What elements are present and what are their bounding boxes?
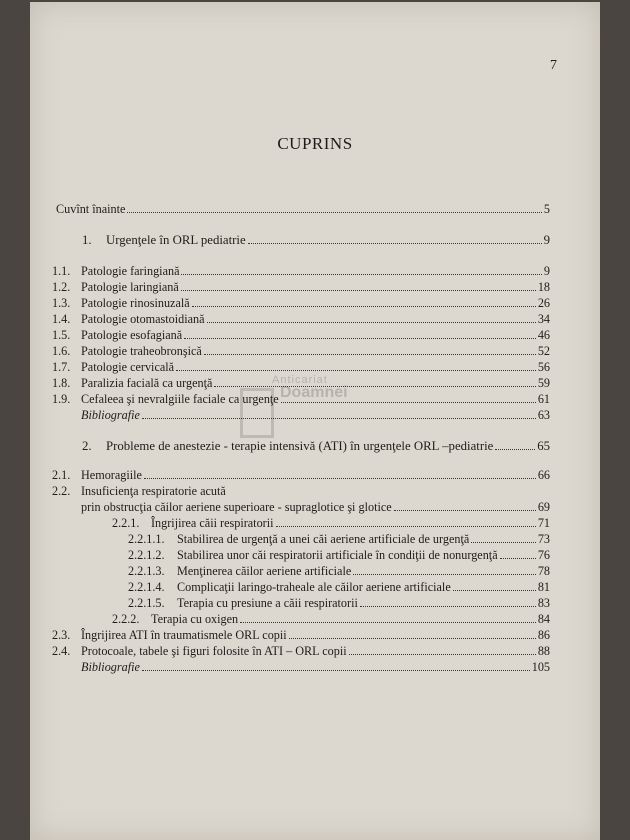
toc-entry-title: Îngrijirea ATI în traumatismele ORL copii <box>81 628 287 642</box>
toc-entry-title: Paralizia facială ca urgenţă <box>81 376 213 390</box>
toc-entry <box>56 202 550 216</box>
watermark-text-top: Anticariat <box>272 374 328 386</box>
toc-entry-number: 2.2.1.3. <box>128 564 165 578</box>
toc-leader-dots <box>495 449 535 450</box>
toc-entry-number: 2.2. <box>52 484 71 498</box>
toc-entry-page: 18 <box>537 280 550 294</box>
toc-entry-page: 66 <box>537 468 550 482</box>
toc-entry-number: 2.2.1. <box>112 516 140 530</box>
toc-entry-number: 2.2.1.5. <box>128 596 165 610</box>
toc-entry-title: Patologie rinosinuzală <box>81 296 190 310</box>
toc-entry-page: 46 <box>537 328 550 342</box>
toc-leader-dots <box>127 212 542 213</box>
page-number: 7 <box>550 58 557 73</box>
toc-entry-page: 69 <box>537 500 550 514</box>
toc-leader-dots <box>192 306 536 307</box>
toc-leader-dots <box>181 290 536 291</box>
toc-leader-dots <box>204 354 536 355</box>
toc-entry <box>52 296 550 310</box>
toc-entry-title: Patologie otomastoidiană <box>81 312 205 326</box>
toc-entry <box>81 660 550 674</box>
toc-entry-number: 2. <box>82 439 92 453</box>
toc-entry-title: Terapia cu oxigen <box>151 612 239 626</box>
toc-entry <box>52 644 550 658</box>
toc-entry-title: Patologie cervicală <box>81 360 175 374</box>
toc-entry <box>81 408 550 422</box>
toc-entry-title: Urgenţele în ORL pediatrie <box>106 233 246 247</box>
toc-entry-page: 83 <box>537 596 550 610</box>
toc-entry-number: 1.9. <box>52 392 71 406</box>
toc-entry-page: 52 <box>537 344 550 358</box>
toc-entry-number: 1.3. <box>52 296 71 310</box>
book-page <box>30 2 600 840</box>
toc-leader-dots <box>248 243 542 244</box>
toc-entry <box>52 264 550 278</box>
toc-leader-dots <box>281 402 536 403</box>
toc-entry-number: 1.8. <box>52 376 71 390</box>
toc-entry-page: 65 <box>537 439 550 453</box>
toc-entry <box>52 468 550 482</box>
toc-leader-dots <box>349 654 536 655</box>
toc-entry-page: 76 <box>537 548 550 562</box>
toc-entry <box>128 596 550 610</box>
toc-entry-number: 2.2.1.1. <box>128 532 165 546</box>
toc-entry-number: 2.3. <box>52 628 71 642</box>
toc-entry-page: 78 <box>537 564 550 578</box>
toc-entry <box>52 360 550 374</box>
toc-leader-dots <box>176 370 536 371</box>
toc-leader-dots <box>500 558 536 559</box>
toc-entry-page: 84 <box>537 612 550 626</box>
toc-leader-dots <box>353 574 536 575</box>
toc-entry <box>52 484 550 498</box>
toc-entry-number: 1.7. <box>52 360 71 374</box>
toc-entry-page: 86 <box>537 628 550 642</box>
toc-entry-number: 1.5. <box>52 328 71 342</box>
toc-entry-title: Patologie faringiană <box>81 264 180 278</box>
toc-entry-page: 59 <box>537 376 550 390</box>
toc-entry-title: Complicaţii laringo-traheale ale căilor aeriene artificiale <box>177 580 451 594</box>
toc-entry-title: Cefaleea şi nevralgiile faciale ca urgenţe <box>81 392 279 406</box>
watermark-text-bottom: Doamnei <box>280 384 348 401</box>
toc-entry-title: Stabilirea unor căi respiratorii artificiale în condiţii de nonurgenţă <box>177 548 498 562</box>
toc-entry-number: 1.2. <box>52 280 71 294</box>
toc-entry-title: prin obstrucţia căilor aeriene superioare - supraglotice şi glotice <box>81 500 392 514</box>
toc-leader-dots <box>181 274 541 275</box>
toc-entry-page: 61 <box>537 392 550 406</box>
toc-entry-title: Probleme de anestezie - terapie intensivă (ATI) în urgenţele ORL –pediatrie <box>106 439 494 453</box>
toc-entry <box>52 344 550 358</box>
toc-entry-number: 2.4. <box>52 644 71 658</box>
toc-entry-page: 5 <box>543 202 550 216</box>
toc-entry-number: 2.2.1.4. <box>128 580 165 594</box>
toc-entry-title: Stabilirea de urgenţă a unei căi aeriene artificiale de urgenţă <box>177 532 470 546</box>
toc-entry-number: 1. <box>82 233 92 247</box>
toc-entry-page: 63 <box>537 408 550 422</box>
toc-entry-title: Cuvînt înainte <box>56 202 126 216</box>
toc-entry-title: Patologie traheobronşică <box>81 344 202 358</box>
toc-entry-title: Insuficienţa respiratorie acută <box>81 484 226 498</box>
toc-leader-dots <box>240 622 536 623</box>
toc-leader-dots <box>214 386 535 387</box>
toc-entry <box>112 516 550 530</box>
toc-entry <box>128 532 550 546</box>
toc-entry <box>81 500 550 514</box>
toc-entry-title: Terapia cu presiune a căii respiratorii <box>177 596 358 610</box>
toc-entry-page: 73 <box>537 532 550 546</box>
toc-leader-dots <box>207 322 536 323</box>
toc-entry-page: 9 <box>543 264 550 278</box>
toc-entry <box>112 612 550 626</box>
toc-entry-number: 1.6. <box>52 344 71 358</box>
toc-leader-dots <box>471 542 536 543</box>
toc-leader-dots <box>289 638 536 639</box>
toc-entry <box>52 628 550 642</box>
toc-entry-page: 56 <box>537 360 550 374</box>
toc-entry-title: Bibliografie <box>81 660 140 674</box>
toc-entry-page: 81 <box>537 580 550 594</box>
toc-entry <box>82 439 550 453</box>
toc-entry <box>52 392 550 406</box>
toc-leader-dots <box>394 510 536 511</box>
toc-entry-number: 2.1. <box>52 468 71 482</box>
toc-leader-dots <box>184 338 536 339</box>
toc-leader-dots <box>276 526 536 527</box>
toc-entry <box>128 580 550 594</box>
page-title: CUPRINS <box>277 134 353 153</box>
toc-entry-number: 1.1. <box>52 264 71 278</box>
toc-entry-page: 34 <box>537 312 550 326</box>
toc-entry-title: Menţinerea căilor aeriene artificiale <box>177 564 352 578</box>
toc-leader-dots <box>144 478 536 479</box>
toc-entry-page: 71 <box>537 516 550 530</box>
toc-leader-dots <box>142 418 536 419</box>
toc-entry <box>128 564 550 578</box>
toc-entry-number: 2.2.1.2. <box>128 548 165 562</box>
toc-entry-number: 1.4. <box>52 312 71 326</box>
toc-entry <box>52 376 550 390</box>
toc-entry <box>52 280 550 294</box>
toc-entry-page: 26 <box>537 296 550 310</box>
toc-leader-dots <box>360 606 536 607</box>
toc-entry-title: Bibliografie <box>81 408 140 422</box>
toc-entry-page: 88 <box>537 644 550 658</box>
toc-entry-title: Hemoragiile <box>81 468 142 482</box>
toc-entry-title: Protocoale, tabele şi figuri folosite în ATI – ORL copii <box>81 644 347 658</box>
toc-entry-page: 105 <box>531 660 550 674</box>
toc-entry-number: 2.2.2. <box>112 612 140 626</box>
toc-entry-page: 9 <box>543 233 550 247</box>
toc-entry-title: Patologie esofagiană <box>81 328 183 342</box>
toc-entry-title: Patologie laringiană <box>81 280 179 294</box>
toc-entry <box>128 548 550 562</box>
toc-entry-title: Îngrijirea căii respiratorii <box>151 516 274 530</box>
toc-entry <box>52 312 550 326</box>
toc-entry <box>82 233 550 247</box>
toc-leader-dots <box>453 590 536 591</box>
toc-entry <box>52 328 550 342</box>
toc-leader-dots <box>142 670 530 671</box>
